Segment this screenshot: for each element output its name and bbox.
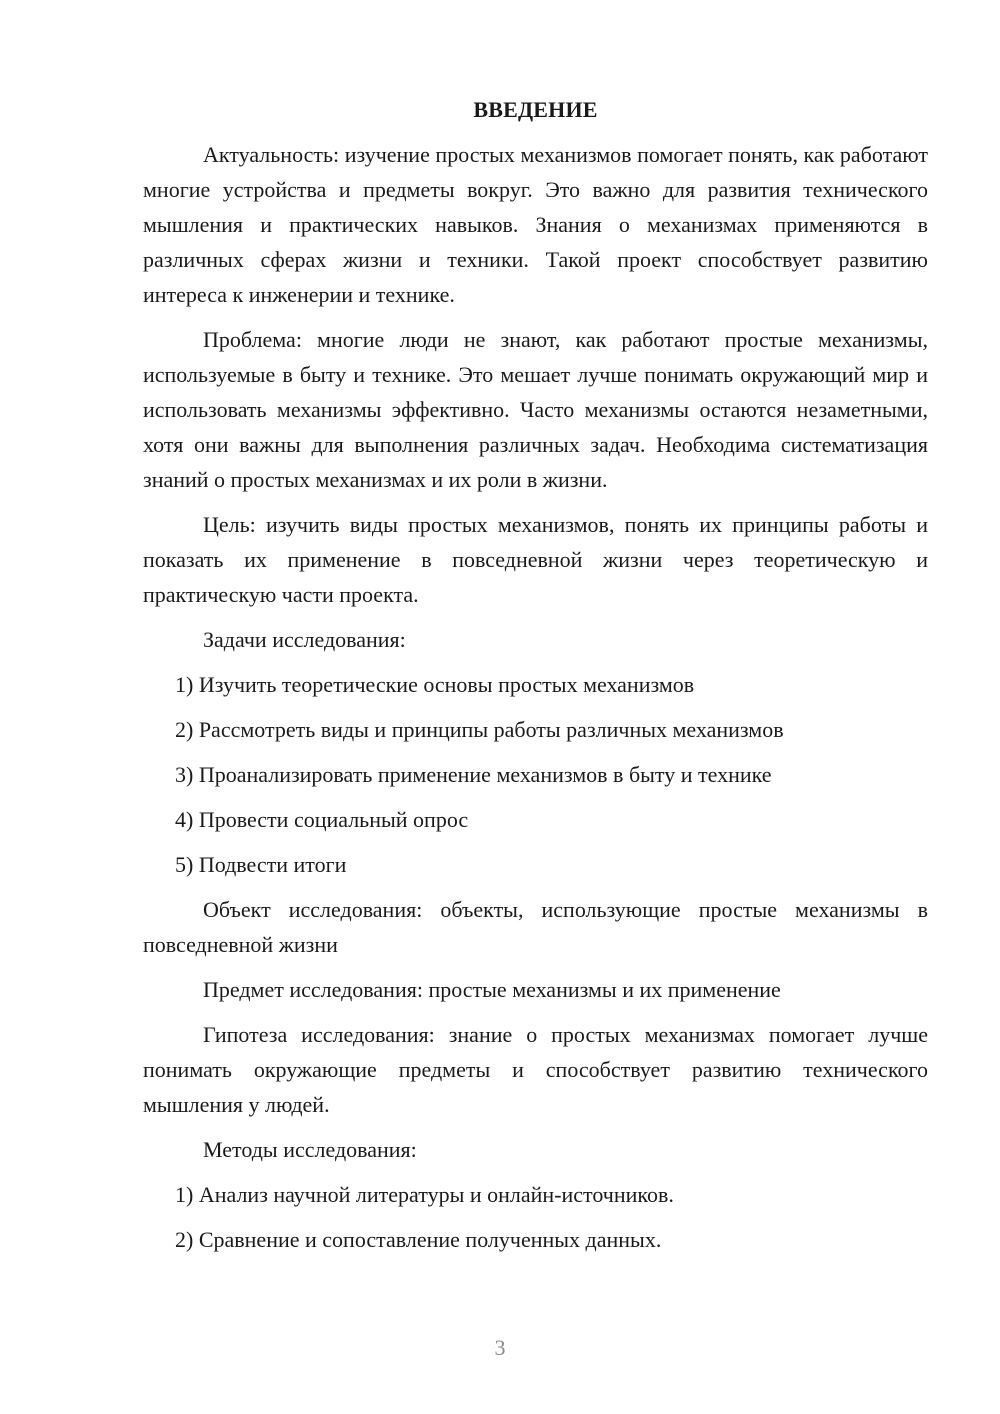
method-item: 2) Сравнение и сопоставление полученных данных. [175, 1227, 662, 1252]
task-item: 1) Изучить теоретические основы простых механизмов [175, 672, 695, 697]
task-item: 5) Подвести итоги [175, 852, 347, 877]
page-content [143, 92, 928, 1267]
problem-paragraph: Проблема: многие люди не знают, как работают простые механизмы, используемые в быту и технике. Это мешает лучше понимать окружающий мир и использовать механизмы эффективно. Часто механизмы остаются незаметными, хотя они важны для выполнения различных задач. Необходима систематизация знаний о простых механизмах и их роли в жизни. [143, 327, 928, 492]
tasks-heading: Задачи исследования: [203, 627, 406, 652]
methods-heading: Методы исследования: [203, 1137, 417, 1162]
goal-paragraph: Цель: изучить виды простых механизмов, понять их принципы работы и показать их применение в повседневной жизни через теоретическую и практическую части проекта. [143, 512, 928, 607]
page-number: 3 [494, 1335, 506, 1360]
object-paragraph: Объект исследования: объекты, использующие простые механизмы в повседневной жизни [143, 897, 928, 957]
task-item: 3) Проанализировать применение механизмов в быту и технике [175, 762, 772, 787]
task-item: 4) Провести социальный опрос [175, 807, 469, 832]
task-item: 2) Рассмотреть виды и принципы работы различных механизмов [175, 717, 784, 742]
section-title: ВВЕДЕНИЕ [473, 97, 598, 122]
methods-list [143, 1177, 928, 1257]
subject-paragraph: Предмет исследования: простые механизмы и их применение [203, 977, 781, 1002]
tasks-list [143, 667, 928, 882]
relevance-paragraph: Актуальность: изучение простых механизмов помогает понять, как работают многие устройства и предметы вокруг. Это важно для развития технического мышления и практических навыков. Знания о механизмах применяются в различных сферах жизни и техники. Такой проект способствует развитию интереса к инженерии и технике. [143, 142, 928, 307]
hypothesis-paragraph: Гипотеза исследования: знание о простых механизмах помогает лучше понимать окружающие предметы и способствует развитию технического мышления у людей. [143, 1022, 928, 1117]
method-item: 1) Анализ научной литературы и онлайн-источников. [175, 1182, 674, 1207]
